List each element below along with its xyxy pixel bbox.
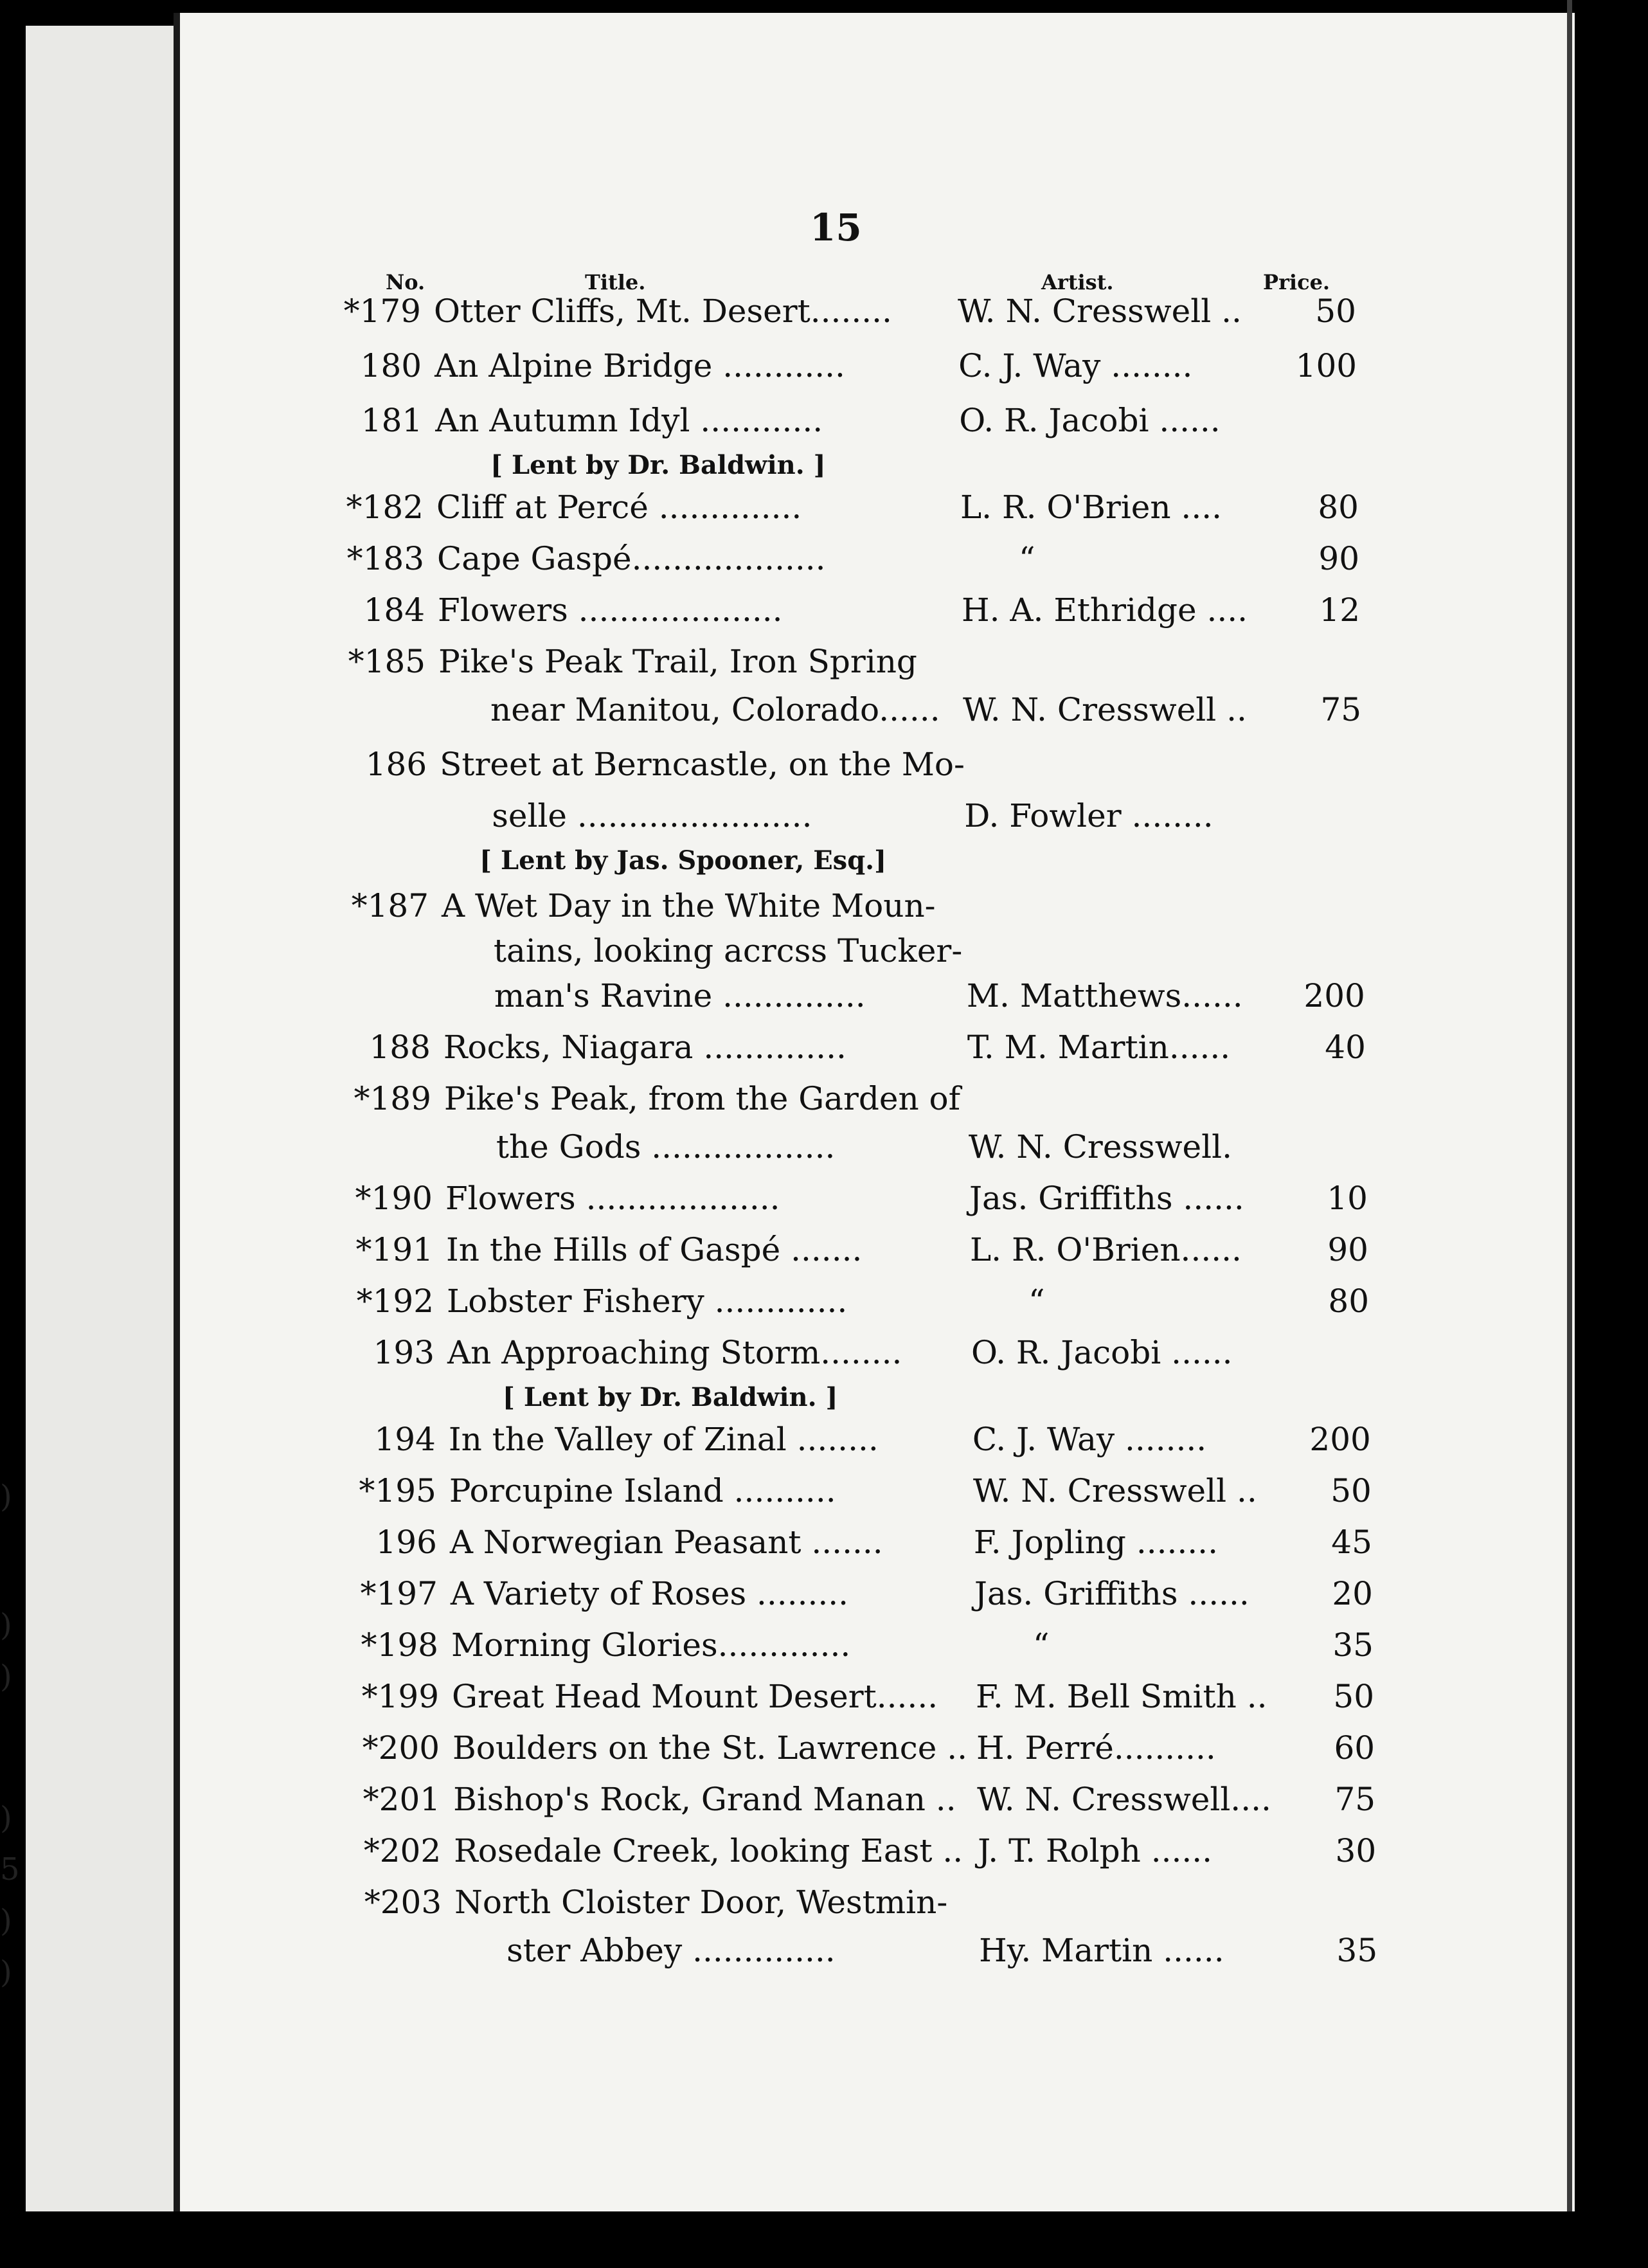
catalog-entry bbox=[0, 1884, 1648, 1935]
entry-number: *192 bbox=[356, 1282, 434, 1320]
entry-title: tains, looking acrcss Tucker- bbox=[493, 932, 963, 969]
catalog-entry bbox=[0, 540, 1648, 591]
entry-number: *195 bbox=[359, 1472, 436, 1509]
entry-artist: L. R. O'Brien .... bbox=[960, 489, 1223, 526]
entry-price: 12 bbox=[1319, 591, 1361, 629]
entry-artist: W. N. Cresswell. bbox=[968, 1128, 1232, 1166]
catalog-entry bbox=[0, 1524, 1648, 1575]
catalog-entry bbox=[0, 691, 1648, 742]
entry-number: 180 bbox=[360, 347, 422, 384]
entry-artist: “ bbox=[1019, 540, 1035, 577]
entry-title: Rocks, Niagara .............. bbox=[443, 1029, 846, 1066]
entry-number: *201 bbox=[363, 1781, 441, 1818]
entry-title: Pike's Peak, from the Garden of bbox=[443, 1080, 961, 1117]
entry-number: *202 bbox=[363, 1832, 442, 1869]
entry-price: 35 bbox=[1336, 1932, 1378, 1969]
entry-number: *185 bbox=[348, 643, 426, 680]
entry-price: 60 bbox=[1334, 1729, 1375, 1767]
entry-price: 200 bbox=[1309, 1421, 1371, 1458]
entry-price: 10 bbox=[1327, 1180, 1368, 1217]
entry-title: Pike's Peak Trail, Iron Spring bbox=[438, 643, 917, 680]
catalog-entry bbox=[0, 1128, 1648, 1180]
entry-title: ster Abbey .............. bbox=[506, 1932, 836, 1969]
catalog-entry bbox=[0, 1029, 1648, 1080]
catalog-entry bbox=[0, 797, 1648, 849]
catalog-entry bbox=[0, 1231, 1648, 1282]
margin-mark: 5 bbox=[0, 1851, 20, 1887]
entry-title: A Variety of Roses ......... bbox=[450, 1575, 849, 1612]
entry-title: North Cloister Door, Westmin- bbox=[454, 1884, 948, 1921]
entry-price: 35 bbox=[1332, 1626, 1374, 1664]
entry-price: 20 bbox=[1332, 1575, 1373, 1612]
entry-title: Morning Glories............. bbox=[451, 1626, 851, 1664]
entry-artist: T. M. Martin...... bbox=[967, 1029, 1231, 1066]
catalog-entry bbox=[0, 1626, 1648, 1678]
entry-price: 90 bbox=[1318, 540, 1360, 577]
catalog-entry bbox=[0, 1472, 1648, 1524]
column-header-artist: Artist. bbox=[1041, 270, 1114, 294]
entry-artist: J. T. Rolph ...... bbox=[978, 1832, 1213, 1869]
entry-title: Lobster Fishery ............. bbox=[447, 1282, 848, 1320]
catalog-entry bbox=[0, 746, 1648, 797]
catalog-entry bbox=[0, 591, 1648, 643]
entry-title: Porcupine Island .......... bbox=[449, 1472, 836, 1509]
entry-number: *182 bbox=[346, 489, 424, 526]
entry-price: 100 bbox=[1295, 347, 1357, 384]
catalog-entry bbox=[0, 292, 1648, 344]
column-header-title: Title. bbox=[585, 270, 646, 294]
entry-artist: W. N. Cresswell .. bbox=[972, 1472, 1257, 1509]
entry-price: 75 bbox=[1320, 691, 1362, 728]
entry-title: Cliff at Percé .............. bbox=[436, 489, 802, 526]
entry-title: Cape Gaspé................... bbox=[437, 540, 826, 577]
catalog-entry bbox=[0, 1832, 1648, 1884]
catalog-entry bbox=[0, 1729, 1648, 1781]
entry-number: *191 bbox=[355, 1231, 433, 1268]
catalog-entry bbox=[0, 1678, 1648, 1729]
entry-number: *183 bbox=[346, 540, 425, 577]
column-header-price: Price. bbox=[1263, 270, 1330, 294]
entry-title: Great Head Mount Desert...... bbox=[452, 1678, 938, 1715]
entry-artist: O. R. Jacobi ...... bbox=[971, 1334, 1233, 1371]
margin-mark: ) bbox=[0, 1479, 12, 1515]
entry-artist: C. J. Way ........ bbox=[972, 1421, 1207, 1458]
entry-number: *203 bbox=[364, 1884, 442, 1921]
catalog-entry bbox=[0, 402, 1648, 453]
lent-note: [ Lent by Jas. Spooner, Esq.] bbox=[479, 845, 887, 876]
catalog-entry bbox=[0, 1180, 1648, 1231]
entry-artist: L. R. O'Brien...... bbox=[969, 1231, 1242, 1268]
entry-price: 90 bbox=[1327, 1231, 1368, 1268]
entry-price: 50 bbox=[1333, 1678, 1375, 1715]
entry-title: near Manitou, Colorado...... bbox=[490, 691, 940, 728]
entry-title: Flowers ................... bbox=[445, 1180, 780, 1217]
entry-artist: M. Matthews...... bbox=[966, 977, 1243, 1014]
catalog-entry bbox=[0, 643, 1648, 694]
entry-number: *187 bbox=[351, 887, 429, 924]
entry-artist: H. A. Ethridge .... bbox=[962, 591, 1248, 629]
entry-title: A Norwegian Peasant ....... bbox=[449, 1524, 883, 1561]
entry-title: Street at Berncastle, on the Mo- bbox=[440, 746, 965, 783]
entry-number: 196 bbox=[375, 1524, 437, 1561]
entry-price: 30 bbox=[1335, 1832, 1377, 1869]
catalog-entry bbox=[0, 1282, 1648, 1334]
catalog-entry bbox=[0, 347, 1648, 399]
entry-artist: “ bbox=[1028, 1282, 1045, 1320]
entry-title: An Alpine Bridge ............ bbox=[434, 347, 845, 384]
entry-number: *200 bbox=[362, 1729, 440, 1767]
entry-artist: Jas. Griffiths ...... bbox=[974, 1575, 1249, 1612]
entry-price: 45 bbox=[1331, 1524, 1372, 1561]
entry-number: 181 bbox=[361, 402, 423, 439]
catalog-entry bbox=[0, 1781, 1648, 1832]
margin-mark: ) bbox=[0, 1800, 12, 1836]
entry-price: 40 bbox=[1325, 1029, 1366, 1066]
entry-artist: W. N. Cresswell .. bbox=[958, 292, 1242, 330]
column-header-no: No. bbox=[386, 270, 425, 294]
margin-mark: ) bbox=[0, 1903, 12, 1939]
entry-price: 200 bbox=[1303, 977, 1365, 1014]
catalog-entry bbox=[0, 1932, 1648, 1983]
entry-number: *179 bbox=[343, 292, 421, 330]
entry-artist: Hy. Martin ...... bbox=[979, 1932, 1224, 1969]
entry-artist: Jas. Griffiths ...... bbox=[969, 1180, 1244, 1217]
entry-title: Flowers .................... bbox=[438, 591, 783, 629]
entry-number: 186 bbox=[365, 746, 427, 783]
entry-title: Rosedale Creek, looking East .. bbox=[454, 1832, 963, 1869]
entry-price: 50 bbox=[1315, 292, 1356, 330]
entry-price: 75 bbox=[1334, 1781, 1376, 1818]
entry-title: Otter Cliffs, Mt. Desert........ bbox=[434, 292, 892, 330]
entry-number: *189 bbox=[354, 1080, 431, 1117]
entry-title: A Wet Day in the White Moun- bbox=[442, 887, 936, 924]
entry-title: An Approaching Storm........ bbox=[447, 1334, 902, 1371]
lent-note: [ Lent by Dr. Baldwin. ] bbox=[490, 450, 826, 480]
entry-artist: “ bbox=[1032, 1626, 1050, 1664]
entry-title: man's Ravine .............. bbox=[494, 977, 866, 1014]
entry-number: *199 bbox=[361, 1678, 440, 1715]
entry-artist: F. Jopling ........ bbox=[973, 1524, 1218, 1561]
entry-artist: W. N. Cresswell .. bbox=[963, 691, 1247, 728]
catalog-entry bbox=[0, 887, 1648, 939]
entry-title: In the Valley of Zinal ........ bbox=[448, 1421, 879, 1458]
catalog-entry bbox=[0, 932, 1648, 984]
margin-mark: ) bbox=[0, 1607, 12, 1643]
catalog-entry bbox=[0, 977, 1648, 1029]
catalog-entry bbox=[0, 1334, 1648, 1385]
entry-title: selle ....................... bbox=[492, 797, 812, 834]
entry-title: Boulders on the St. Lawrence .. bbox=[452, 1729, 968, 1767]
entry-number: 193 bbox=[373, 1334, 435, 1371]
entry-title: An Autumn Idyl ............ bbox=[435, 402, 823, 439]
catalog-entry bbox=[0, 1575, 1648, 1626]
entry-artist: C. J. Way ........ bbox=[958, 347, 1193, 384]
catalog-entry bbox=[0, 1080, 1648, 1131]
entry-price: 80 bbox=[1328, 1282, 1370, 1320]
entry-price: 80 bbox=[1318, 489, 1359, 526]
entry-title: the Gods .................. bbox=[496, 1128, 836, 1166]
catalog-entry bbox=[0, 489, 1648, 540]
lent-note: [ Lent by Dr. Baldwin. ] bbox=[503, 1382, 838, 1412]
entry-number: *197 bbox=[360, 1575, 438, 1612]
entry-artist: W. N. Cresswell.... bbox=[977, 1781, 1271, 1818]
entry-number: 188 bbox=[369, 1029, 431, 1066]
entry-artist: H. Perré.......... bbox=[976, 1729, 1216, 1767]
entry-number: *190 bbox=[355, 1180, 433, 1217]
page-number: 15 bbox=[810, 206, 862, 249]
entry-number: *198 bbox=[361, 1626, 438, 1664]
entry-artist: F. M. Bell Smith .. bbox=[976, 1678, 1267, 1715]
entry-artist: D. Fowler ........ bbox=[964, 797, 1214, 834]
entry-number: 184 bbox=[363, 591, 425, 629]
entry-price: 50 bbox=[1330, 1472, 1372, 1509]
entry-title: In the Hills of Gaspé ....... bbox=[445, 1231, 863, 1268]
margin-mark: ) bbox=[0, 1954, 12, 1990]
entry-artist: O. R. Jacobi ...... bbox=[959, 402, 1221, 439]
margin-mark: ) bbox=[0, 1659, 12, 1695]
entry-number: 194 bbox=[374, 1421, 436, 1458]
catalog-entry bbox=[0, 1421, 1648, 1472]
entry-title: Bishop's Rock, Grand Manan .. bbox=[453, 1781, 956, 1818]
